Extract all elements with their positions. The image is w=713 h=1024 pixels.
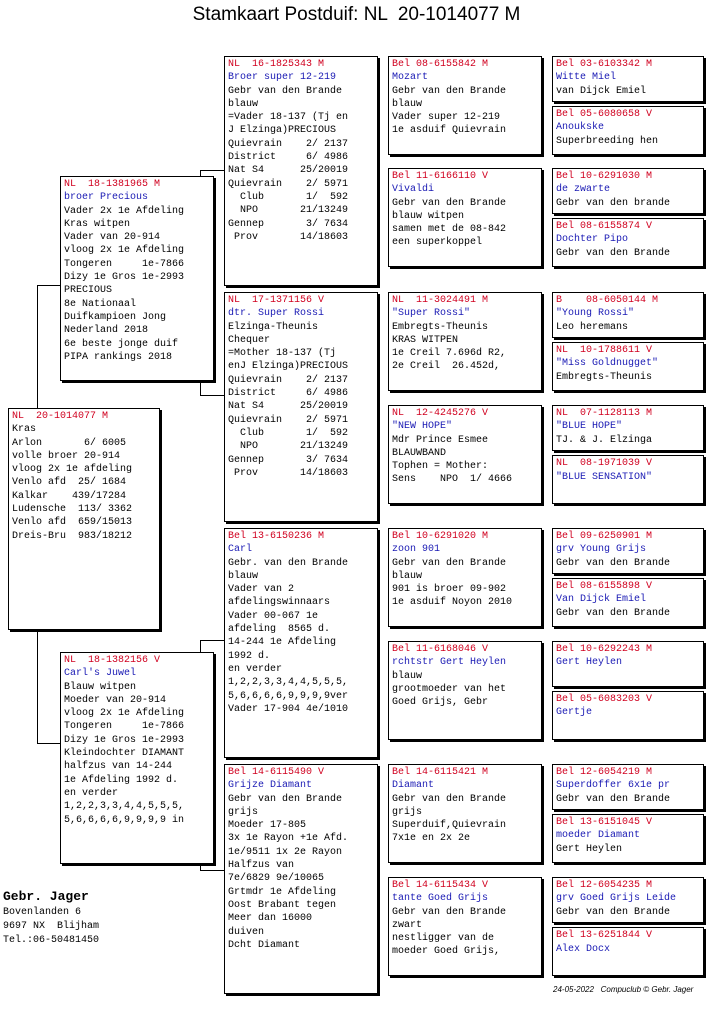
pigeon-name: zoon 901 — [392, 544, 441, 556]
ring-number: NL 12-4245276 V — [392, 408, 489, 419]
connector-line — [200, 170, 224, 171]
info-line: Leo heremans — [556, 321, 629, 333]
pigeon-card-grandfather-paternal — [224, 56, 378, 286]
pigeon-card-great-grandparent — [388, 528, 542, 627]
info-line: grootmoeder van het — [392, 683, 507, 695]
connector-line — [37, 630, 38, 743]
pigeon-card-great-great-grandparent — [552, 691, 704, 740]
info-line: grijs — [228, 806, 259, 818]
pigeon-name: Superdoffer 6x1e pr — [556, 780, 671, 792]
info-line: NPO 21/13249 — [228, 441, 349, 453]
info-line: KRAS WITPEN — [392, 334, 459, 346]
ring-number: NL 17-1371156 V — [228, 295, 325, 306]
info-line: Vader super 12-219 — [392, 112, 501, 124]
pigeon-name: "NEW HOPE" — [392, 421, 453, 433]
pigeon-name: Broer super 12-219 — [228, 72, 337, 84]
info-line: Venlo afd 25/ 1684 — [12, 477, 127, 489]
ring-number: Bel 14-6115421 M — [392, 767, 489, 778]
ring-number: Bel 03-6103342 M — [556, 59, 653, 70]
connector-line — [200, 640, 224, 641]
ring-number: NL 18-1382156 V — [64, 655, 161, 666]
pigeon-card-great-grandparent — [388, 168, 542, 267]
pigeon-name: Anoukske — [556, 122, 605, 134]
ring-number: Bel 08-6155898 V — [556, 581, 653, 592]
pigeon-card-great-great-grandparent — [552, 641, 704, 687]
info-line: Gebr van den Brande — [556, 906, 671, 918]
info-line: Gebr van den Brande — [556, 557, 671, 569]
info-line: grijs — [392, 806, 423, 818]
info-line: District 6/ 4986 — [228, 152, 349, 164]
info-line: Superbreeding hen — [556, 135, 659, 147]
info-line: Tongeren 1e-7866 — [64, 258, 185, 270]
pigeon-name: Van Dijck Emiel — [556, 594, 647, 606]
info-line: Dcht Diamant — [228, 939, 301, 951]
pigeon-name: Gertje — [556, 707, 593, 719]
pigeon-name: de zwarte — [556, 184, 611, 196]
info-line: NPO 21/13249 — [228, 205, 349, 217]
info-line: BLAUWBAND — [392, 447, 447, 459]
ring-number: Bel 13-6151045 V — [556, 817, 653, 828]
ring-number: Bel 08-6155874 V — [556, 221, 653, 232]
owner-block — [3, 888, 99, 948]
info-line: Club 1/ 592 — [228, 191, 349, 203]
info-line: 1e/9511 1x 2e Rayon — [228, 846, 343, 858]
pigeon-name: dtr. Super Rossi — [228, 308, 325, 320]
info-line: Vader van 2 — [228, 584, 295, 596]
ring-number: Bel 12-6054219 M — [556, 767, 653, 778]
info-line: moeder Goed Grijs, — [392, 946, 501, 958]
info-line: Gebr van den Brande — [556, 247, 671, 259]
owner-address-line: 9697 NX Blijham — [3, 921, 100, 932]
pigeon-name: "Young Rossi" — [556, 308, 635, 320]
info-line: PIPA rankings 2018 — [64, 351, 173, 363]
info-line: blauw — [392, 570, 423, 582]
info-line: 7e/6829 9e/10065 — [228, 873, 325, 885]
info-line: Nat S4 25/20019 — [228, 165, 349, 177]
info-line: blauw — [392, 98, 423, 110]
ring-number: Bel 05-6080658 V — [556, 109, 653, 120]
pigeon-card-great-great-grandparent — [552, 764, 704, 810]
info-line: van Dijck Emiel — [556, 85, 647, 97]
ring-number: NL 07-1128113 M — [556, 408, 653, 419]
pigeon-name: "Miss Goldnugget" — [556, 358, 659, 370]
info-line: en verder — [228, 663, 283, 675]
pigeon-card-great-great-grandparent — [552, 877, 704, 923]
info-line: Gennep 3/ 7634 — [228, 454, 349, 466]
ring-number: Bel 05-6083203 V — [556, 694, 653, 705]
pigeon-card-grandmother-paternal — [224, 292, 378, 522]
owner-address-line: Bovenlanden 6 — [3, 907, 82, 918]
info-line: Grtmdr 1e Afdeling — [228, 886, 337, 898]
info-line: Quievrain 2/ 2137 — [228, 374, 349, 386]
info-line: enJ Elzinga)PRECIOUS — [228, 361, 349, 373]
pigeon-name: Witte Miel — [556, 72, 617, 84]
info-line: 5,6,6,6,6,9,9,9,9 in — [64, 814, 185, 826]
pigeon-name: grv Goed Grijs Leide — [556, 893, 677, 905]
footer — [553, 985, 693, 994]
info-line: blauw — [228, 98, 259, 110]
pigeon-card-great-grandparent — [388, 405, 542, 504]
info-line: Quievrain 2/ 2137 — [228, 138, 349, 150]
info-line: Prov 14/18603 — [228, 467, 349, 479]
info-line: Gebr van den Brande — [556, 793, 671, 805]
pigeon-card-grandfather-maternal — [224, 528, 378, 758]
ring-number: NL 18-1381965 M — [64, 179, 161, 190]
ring-number: Bel 13-6150236 M — [228, 531, 325, 542]
info-line: Gebr van den Brande — [392, 793, 507, 805]
info-line: afdelingswinnaars — [228, 597, 331, 609]
info-line: Gebr van den Brande — [228, 85, 343, 97]
info-line: 14-244 1e Afdeling — [228, 637, 337, 649]
info-line: volle broer 20-914 — [12, 450, 121, 462]
info-line: Gebr. van den Brande — [228, 557, 349, 569]
pigeon-card-mother — [60, 652, 214, 864]
info-line: 1,2,2,3,3,4,4,5,5,5, — [64, 801, 185, 813]
info-line: Halfzus van — [228, 860, 295, 872]
info-line: =Mother 18-137 (Tj — [228, 348, 337, 360]
info-line: Gebr van den Brande — [392, 85, 507, 97]
pigeon-name: "BLUE SENSATION" — [556, 471, 653, 483]
info-line: nestligger van de — [392, 933, 495, 945]
info-line: J Elzinga)PRECIOUS — [228, 125, 337, 137]
info-line: Duifkampioen Jong — [64, 311, 167, 323]
ring-number: NL 20-1014077 M — [12, 411, 109, 422]
info-line: Dreis-Bru 983/18212 — [12, 530, 133, 542]
pigeon-name: Carl — [228, 544, 253, 556]
ring-number: B 08-6050144 M — [556, 295, 659, 306]
info-line: PRECIOUS — [64, 285, 113, 297]
info-line: Embregts-Theunis — [556, 371, 653, 383]
ring-number: Bel 10-6292243 M — [556, 644, 653, 655]
print-date: 24-05-2022 — [553, 985, 594, 994]
info-line: 1e asduif Noyon 2010 — [392, 597, 513, 609]
pigeon-card-great-grandparent — [388, 877, 542, 976]
info-line: Kras witpen — [64, 218, 131, 230]
info-line: een superkoppel — [392, 237, 483, 249]
pigeon-name: "BLUE HOPE" — [556, 421, 623, 433]
pigeon-name: Dochter Pipo — [556, 234, 629, 246]
info-line: TJ. & J. Elzinga — [556, 434, 653, 446]
info-line: Venlo afd 659/15013 — [12, 517, 133, 529]
info-line: 1e asduif Quievrain — [392, 125, 507, 137]
info-line: Gebr van den Brande — [392, 906, 507, 918]
info-line: Quievrain 2/ 5971 — [228, 178, 349, 190]
ring-number: Bel 12-6054235 M — [556, 880, 653, 891]
pigeon-name: Diamant — [392, 780, 435, 792]
info-line: blauw — [228, 570, 259, 582]
info-line: Quievrain 2/ 5971 — [228, 414, 349, 426]
ring-number: NL 10-1788611 V — [556, 345, 653, 356]
ring-number: Bel 14-6115490 V — [228, 767, 325, 778]
ring-number: NL 16-1825343 M — [228, 59, 325, 70]
connector-line — [37, 285, 38, 410]
info-line: Nederland 2018 — [64, 325, 149, 337]
pigeon-card-great-great-grandparent — [552, 56, 704, 102]
pigeon-card-great-great-grandparent — [552, 292, 704, 338]
info-line: zwart — [392, 919, 423, 931]
ring-number: Bel 09-6250901 M — [556, 531, 653, 542]
pigeon-card-great-grandparent — [388, 764, 542, 863]
pigeon-name: moeder Diamant — [556, 830, 641, 842]
pigeon-card-great-grandparent — [388, 56, 542, 155]
info-line: Gebr van den Brande — [228, 793, 343, 805]
info-line: 1992 d. — [228, 650, 271, 662]
pigeon-name: "Super Rossi" — [392, 308, 471, 320]
pigeon-name: Alex Docx — [556, 943, 611, 955]
pigeon-card-great-great-grandparent — [552, 405, 704, 451]
info-line: =Vader 18-137 (Tj en — [228, 112, 349, 124]
pigeon-card-great-great-grandparent — [552, 455, 704, 504]
info-line: Vader 2x 1e Afdeling — [64, 205, 185, 217]
ring-number: Bel 10-6291020 M — [392, 531, 489, 542]
ring-number: Bel 11-6166110 V — [392, 171, 489, 182]
info-line: 1,2,2,3,3,4,4,5,5,5, — [228, 677, 349, 689]
info-line: Gebr van den Brande — [556, 607, 671, 619]
info-line: Tophen = Mother: — [392, 461, 489, 473]
pigeon-name: rchtstr Gert Heylen — [392, 657, 507, 669]
info-line: blauw witpen — [392, 210, 465, 222]
info-line: Embregts-Theunis — [392, 321, 489, 333]
pigeon-card-great-great-grandparent — [552, 814, 704, 863]
pigeon-card-great-great-grandparent — [552, 578, 704, 627]
info-line: Chequer — [228, 334, 271, 346]
software-credit: Compuclub © Gebr. Jager — [600, 985, 694, 994]
info-line: Gebr van den Brande — [392, 197, 507, 209]
pigeon-name: Grijze Diamant — [228, 780, 313, 792]
pigeon-name: Vivaldi — [392, 184, 435, 196]
connector-line — [200, 395, 224, 396]
info-line: Mdr Prince Esmee — [392, 434, 489, 446]
info-line: 2e Creil 26.452d, — [392, 361, 501, 373]
info-line: vloog 2x 1e Afdeling — [64, 245, 185, 257]
info-line: afdeling 8565 d. — [228, 624, 331, 636]
pigeon-card-great-great-grandparent — [552, 168, 704, 214]
pigeon-name: Mozart — [392, 72, 429, 84]
info-line: Tongeren 1e-7866 — [64, 721, 185, 733]
info-line: blauw — [392, 670, 423, 682]
ring-number: NL 08-1971039 V — [556, 458, 653, 469]
connector-line — [200, 870, 224, 871]
ring-number: Bel 14-6115434 V — [392, 880, 489, 891]
info-line: Gennep 3/ 7634 — [228, 218, 349, 230]
info-line: Goed Grijs, Gebr — [392, 697, 489, 709]
ring-number: NL 11-3024491 M — [392, 295, 489, 306]
info-line: Meer dan 16000 — [228, 913, 313, 925]
connector-line — [37, 743, 60, 744]
info-line: halfzus van 14-244 — [64, 761, 173, 773]
pigeon-card-great-great-grandparent — [552, 342, 704, 391]
ring-number: Bel 10-6291030 M — [556, 171, 653, 182]
pigeon-card-great-grandparent — [388, 292, 542, 391]
ring-number: Bel 11-6168046 V — [392, 644, 489, 655]
info-line: Nat S4 25/20019 — [228, 401, 349, 413]
info-line: Vader van 20-914 — [64, 232, 161, 244]
info-line: Moeder van 20-914 — [64, 694, 167, 706]
info-line: vloog 2x 1e Afdeling — [64, 708, 185, 720]
info-line: Gebr van den Brande — [392, 557, 507, 569]
connector-line — [37, 285, 60, 286]
page-title: Stamkaart Postduif: NL 20-1014077 M — [192, 4, 521, 25]
info-line: Gebr van den brande — [556, 197, 671, 209]
info-line: Kras — [12, 424, 37, 436]
pigeon-card-father — [60, 176, 214, 381]
pigeon-name: Gert Heylen — [556, 657, 623, 669]
info-line: samen met de 08-842 — [392, 224, 507, 236]
info-line: vloog 2x 1e afdeling — [12, 464, 133, 476]
owner-phone: Tel.:06-50481450 — [3, 935, 100, 946]
info-line: 8e Nationaal — [64, 298, 137, 310]
info-line: 901 is broer 09-902 — [392, 584, 507, 596]
pigeon-card-great-great-grandparent — [552, 927, 704, 976]
pigeon-card-grandmother-maternal — [224, 764, 378, 994]
info-line: Club 1/ 592 — [228, 427, 349, 439]
pigeon-name: broer Precious — [64, 192, 149, 204]
pigeon-card-great-grandparent — [388, 641, 542, 740]
info-line: Oost Brabant tegen — [228, 899, 337, 911]
info-line: Arlon 6/ 6005 — [12, 437, 127, 449]
info-line: Kalkar 439/17284 — [12, 490, 127, 502]
pigeon-card-great-great-grandparent — [552, 218, 704, 267]
pigeon-name: Carl's Juwel — [64, 668, 137, 680]
pigeon-name: tante Goed Grijs — [392, 893, 489, 905]
info-line: Sens NPO 1/ 4666 — [392, 474, 513, 486]
info-line: 5,6,6,6,6,9,9,9,9ver — [228, 690, 349, 702]
pigeon-card-great-great-grandparent — [552, 106, 704, 155]
info-line: en verder — [64, 787, 119, 799]
info-line: Superduif,Quievrain — [392, 820, 507, 832]
pigeon-name: grv Young Grijs — [556, 544, 647, 556]
info-line: Vader 00-067 1e — [228, 610, 319, 622]
info-line: Dizy 1e Gros 1e-2993 — [64, 272, 185, 284]
info-line: District 6/ 4986 — [228, 388, 349, 400]
info-line: Vader 17-904 4e/1010 — [228, 703, 349, 715]
info-line: Moeder 17-805 — [228, 820, 307, 832]
info-line: Blauw witpen — [64, 681, 137, 693]
info-line: Kleindochter DIAMANT — [64, 748, 185, 760]
ring-number: Bel 13-6251844 V — [556, 930, 653, 941]
info-line: duiven — [228, 926, 265, 938]
info-line: Prov 14/18603 — [228, 231, 349, 243]
owner-name: Gebr. Jager — [3, 889, 89, 904]
info-line: Ludensche 113/ 3362 — [12, 504, 133, 516]
ring-number: Bel 08-6155842 M — [392, 59, 489, 70]
info-line: Gert Heylen — [556, 843, 623, 855]
info-line: 1e Creil 7.696d R2, — [392, 348, 507, 360]
info-line: Elzinga-Theunis — [228, 321, 319, 333]
info-line: 7x1e en 2x 2e — [392, 833, 471, 845]
pigeon-card-great-great-grandparent — [552, 528, 704, 574]
info-line: Dizy 1e Gros 1e-2993 — [64, 734, 185, 746]
pigeon-card-subject — [8, 408, 160, 630]
info-line: 1e Afdeling 1992 d. — [64, 774, 179, 786]
info-line: 3x 1e Rayon +1e Afd. — [228, 833, 349, 845]
info-line: 6e beste jonge duif — [64, 338, 179, 350]
